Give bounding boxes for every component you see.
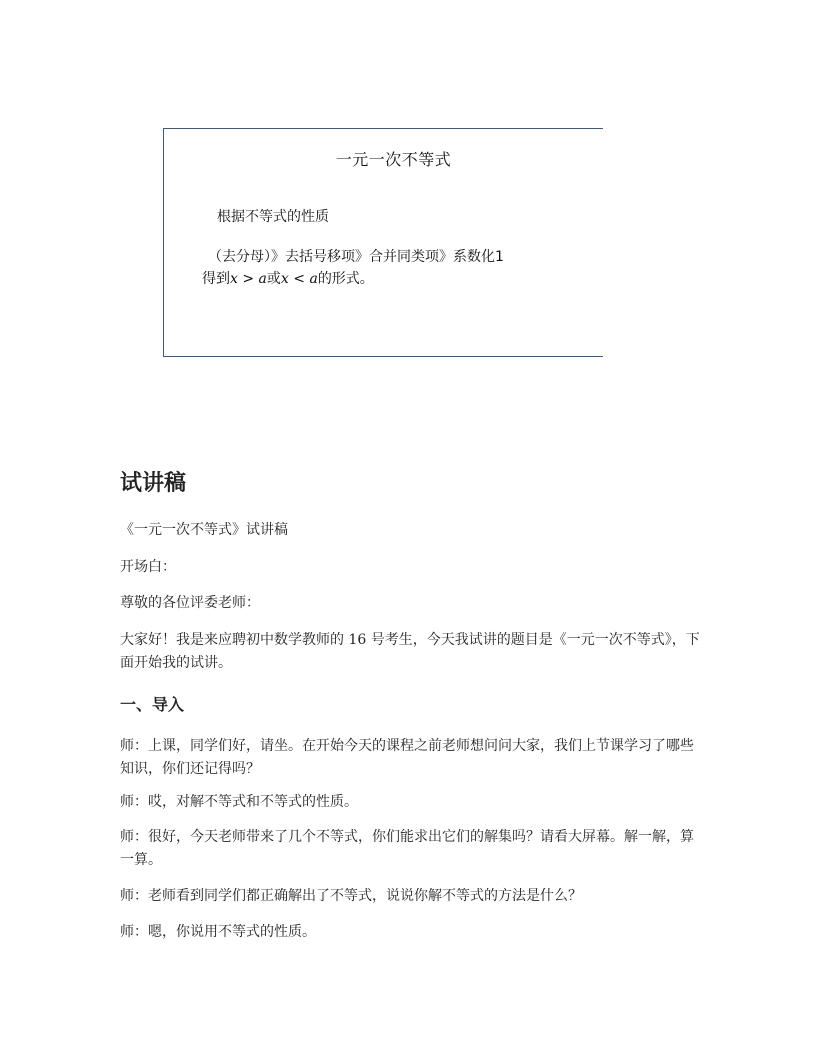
- slide-math-var: a: [309, 271, 318, 287]
- intro-paragraph: 大家好！我是来应聘初中数学教师的 16 号考生，今天我试讲的题目是《一元一次不等式》，下面开始我的试讲。: [120, 632, 700, 671]
- dialogue-paragraph: 师：哎，对解不等式和不等式的性质。: [120, 794, 358, 810]
- slide-text-fragment: 得到: [202, 271, 230, 287]
- slide-text-line: 根据不等式的性质: [217, 209, 329, 225]
- dialogue-paragraph: 师：上课，同学们好，请坐。在开始今天的课程之前老师想问问大家，我们上节课学习了哪些知识，你们还记得吗？: [120, 738, 694, 777]
- slide-text-line: [202, 268, 374, 288]
- slide-math-var: x: [280, 271, 289, 287]
- section-heading: 一、导入: [120, 695, 185, 714]
- slide-text-line: （去分母）》去括号移项》合并同类项》系数化1: [208, 249, 504, 265]
- slide-text-fragment: 的形式。: [317, 271, 374, 287]
- slide-math-var: a: [258, 271, 267, 287]
- dialogue-paragraph: 师：老师看到同学们都正确解出了不等式，说说你解不等式的方法是什么？: [120, 888, 582, 904]
- dialogue-paragraph: 师：嗯，你说用不等式的性质。: [120, 924, 316, 940]
- slide-math-op: >: [237, 271, 259, 287]
- dialogue-paragraph: 师：很好，今天老师带来了几个不等式，你们能求出它们的解集吗？请看大屏幕。解一解，算一算。: [120, 829, 694, 868]
- slide-image: [163, 128, 603, 357]
- document-subtitle: 《一元一次不等式》试讲稿: [120, 522, 288, 538]
- slide-title: 一元一次不等式: [335, 150, 452, 169]
- slide-math-var: x: [230, 271, 238, 287]
- greeting-paragraph: 尊敬的各位评委老师：: [120, 595, 260, 611]
- opening-label: 开场白：: [120, 559, 176, 575]
- document-heading: 试讲稿: [120, 471, 187, 496]
- slide-text-fragment: 或: [266, 271, 281, 287]
- slide-math-op: <: [288, 271, 310, 287]
